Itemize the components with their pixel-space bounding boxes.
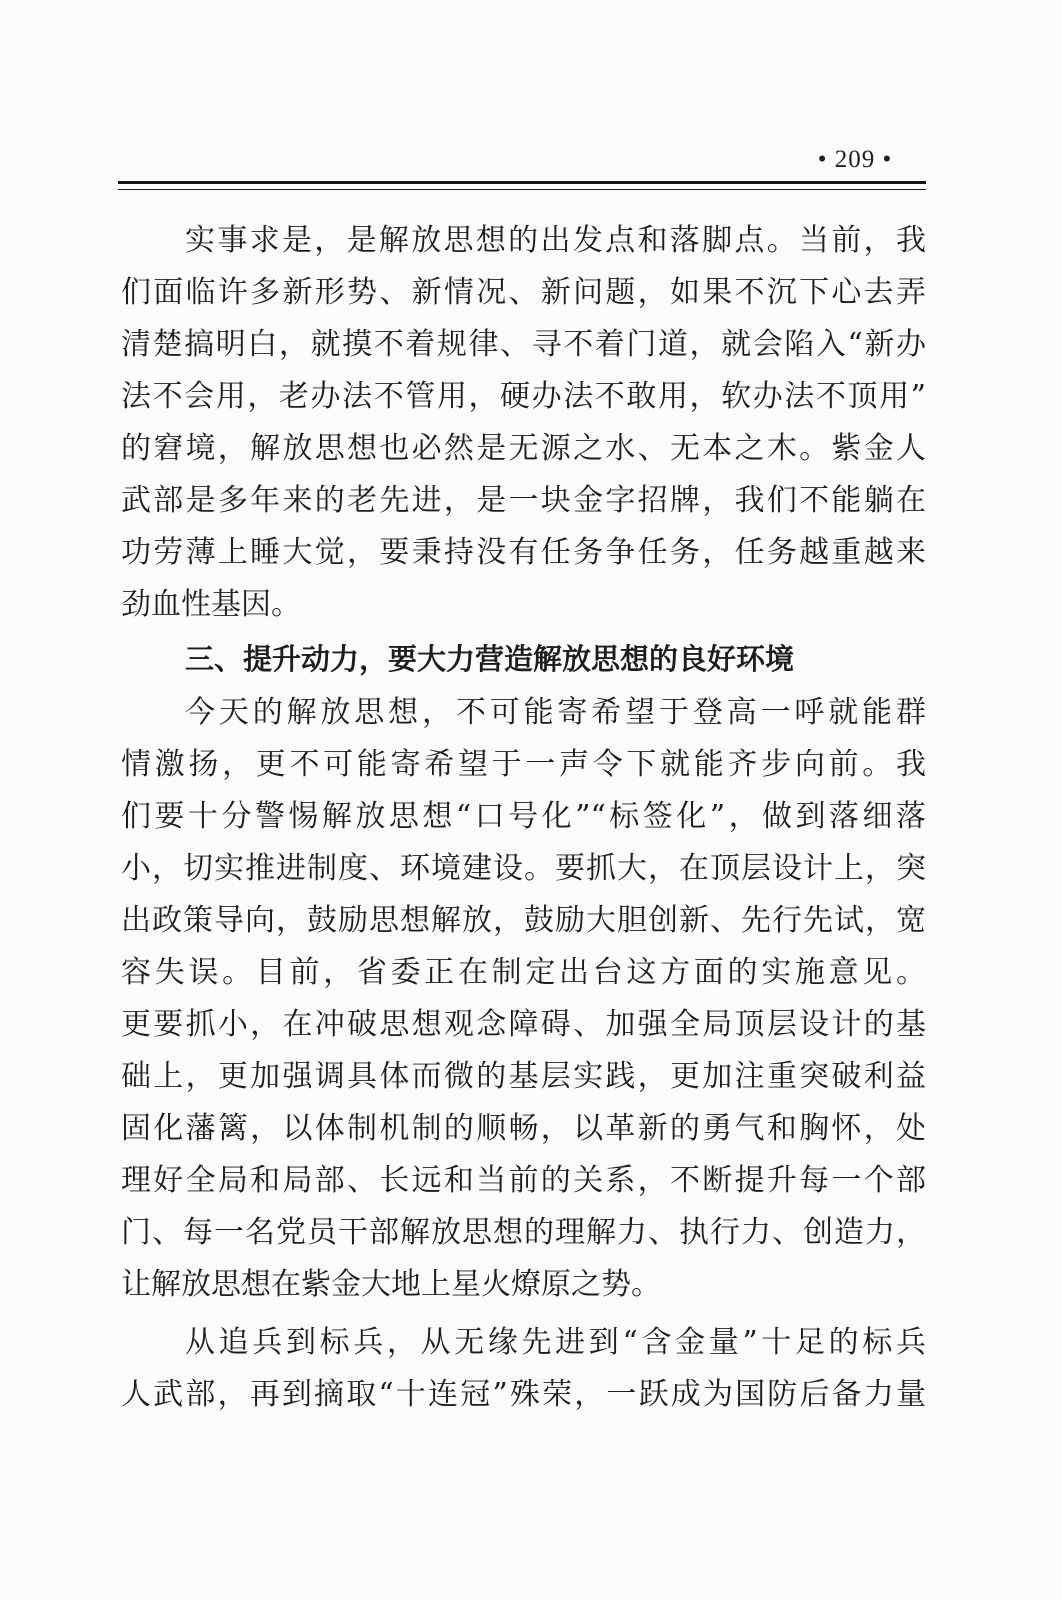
page-number: • 209 • — [817, 146, 893, 173]
text-line: 今天的解放思想，不可能寄希望于登高一呼就能群 — [185, 695, 926, 730]
body-text — [121, 215, 926, 1421]
text-line: 实事求是，是解放思想的出发点和落脚点。当前，我 — [185, 223, 926, 258]
text-line: 功劳薄上睡大觉，要秉持没有任务争任务，任务越重越来 — [121, 535, 926, 570]
text-line: 固化藩篱，以体制机制的顺畅，以革新的勇气和胸怀，处 — [121, 1111, 926, 1146]
text-line: 劲血性基因。 — [121, 587, 301, 622]
text-line: 让解放思想在紫金大地上星火燎原之势。 — [121, 1267, 661, 1302]
page-header — [0, 0, 1061, 200]
text-line: 们要十分警惕解放思想“口号化”“标签化”，做到落细落 — [121, 799, 926, 834]
text-line: 的窘境，解放思想也必然是无源之水、无本之木。紫金人 — [121, 431, 926, 466]
text-line: 情激扬，更不可能寄希望于一声令下就能齐步向前。我 — [121, 747, 926, 782]
text-line: 从追兵到标兵，从无缘先进到“含金量”十足的标兵 — [185, 1325, 926, 1360]
header-rule-thick — [118, 181, 926, 184]
paragraph — [121, 687, 926, 1311]
text-line: 法不会用，老办法不管用，硬办法不敢用，软办法不顶用” — [121, 379, 926, 414]
text-line: 人武部，再到摘取“十连冠”殊荣，一跃成为国防后备力量 — [121, 1377, 926, 1412]
text-line: 理好全局和局部、长远和当前的关系，不断提升每一个部 — [121, 1163, 926, 1198]
text-line: 更要抓小，在冲破思想观念障碍、加强全局顶层设计的基 — [121, 1007, 926, 1042]
text-line: 小，切实推进制度、环境建设。要抓大，在顶层设计上，突 — [121, 851, 926, 886]
header-rule-thin — [118, 189, 926, 190]
paragraph — [121, 1317, 926, 1421]
section-heading: 三、提升动力，要大力营造解放思想的良好环境 — [185, 642, 795, 676]
text-line: 础上，更加强调具体而微的基层实践，更加注重突破利益 — [121, 1059, 926, 1094]
text-line: 清楚搞明白，就摸不着规律、寻不着门道，就会陷入“新办 — [121, 327, 926, 362]
paragraph — [121, 215, 926, 631]
text-line: 出政策导向，鼓励思想解放，鼓励大胆创新、先行先试，宽 — [121, 903, 926, 938]
text-line: 容失误。目前，省委正在制定出台这方面的实施意见。 — [121, 955, 926, 990]
text-line: 们面临许多新形势、新情况、新问题，如果不沉下心去弄 — [121, 275, 926, 310]
text-line: 门、每一名党员干部解放思想的理解力、执行力、创造力， — [121, 1215, 926, 1250]
text-line: 武部是多年来的老先进，是一块金字招牌，我们不能躺在 — [121, 483, 926, 518]
